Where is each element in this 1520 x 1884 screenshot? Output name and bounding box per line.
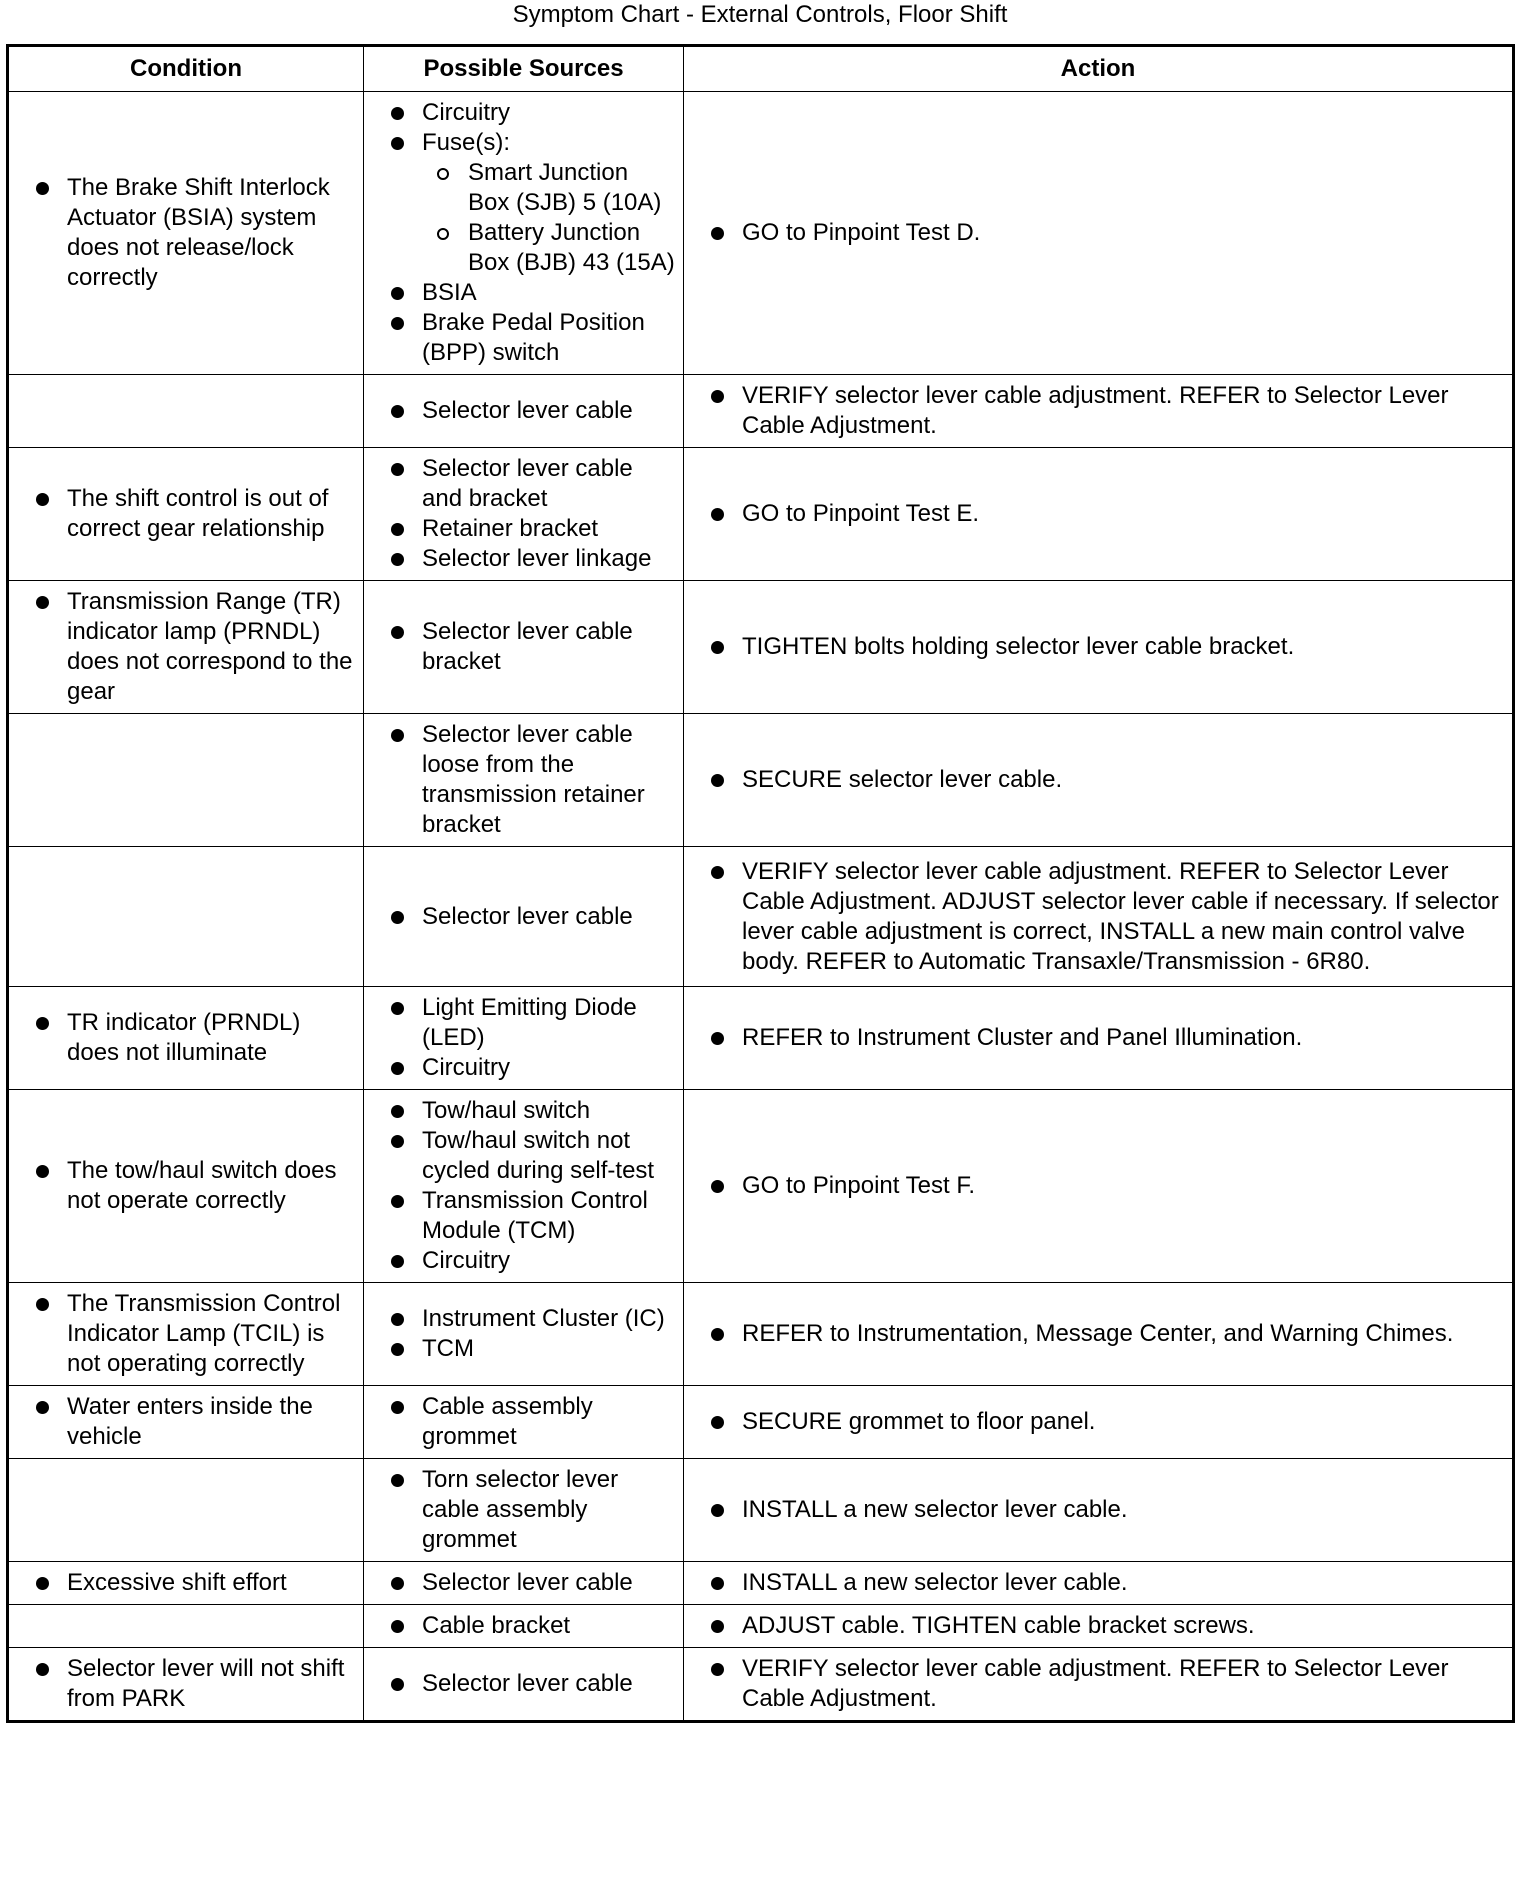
source-item bbox=[374, 454, 675, 514]
condition-list bbox=[19, 587, 355, 707]
action-item: GO to Pinpoint Test F. bbox=[694, 1171, 1504, 1201]
action-item: INSTALL a new selector lever cable. bbox=[694, 1568, 1504, 1598]
action-cell bbox=[684, 1090, 1514, 1283]
action-cell bbox=[684, 1386, 1514, 1459]
action-item: VERIFY selector lever cable adjustment. REFER to Selector Lever Cable Adjustment. bbox=[694, 381, 1504, 441]
sources-list bbox=[374, 1392, 675, 1452]
source-label: Selector lever cable bracket bbox=[422, 618, 633, 675]
sources-list bbox=[374, 1611, 675, 1641]
table-row bbox=[8, 1648, 1514, 1722]
source-label: Selector lever cable bbox=[422, 1569, 633, 1596]
action-item: VERIFY selector lever cable adjustment. REFER to Selector Lever Cable Adjustment. bbox=[694, 1654, 1504, 1714]
source-item bbox=[374, 1186, 675, 1246]
source-item bbox=[374, 1611, 675, 1641]
condition-cell bbox=[8, 448, 364, 581]
possible-sources-cell bbox=[364, 1090, 684, 1283]
condition-list bbox=[19, 1568, 355, 1598]
sources-list bbox=[374, 1568, 675, 1598]
source-item bbox=[374, 993, 675, 1053]
table-row bbox=[8, 847, 1514, 987]
possible-sources-cell bbox=[364, 1648, 684, 1722]
table-row bbox=[8, 987, 1514, 1090]
condition-list bbox=[19, 1392, 355, 1452]
condition-cell bbox=[8, 1562, 364, 1605]
action-item: VERIFY selector lever cable adjustment. REFER to Selector Lever Cable Adjustment. ADJUST selector lever cable if necessary. If selector lever cable adjustment is correct, INSTALL a new main control valve body. REFER to Automatic Transaxle/Transmission - 6R80. bbox=[694, 857, 1504, 977]
action-list bbox=[694, 1319, 1504, 1349]
action-list bbox=[694, 632, 1504, 662]
action-cell bbox=[684, 375, 1514, 448]
source-label: Instrument Cluster (IC) bbox=[422, 1305, 665, 1332]
sources-list bbox=[374, 720, 675, 840]
action-cell bbox=[684, 1648, 1514, 1722]
possible-sources-cell bbox=[364, 1386, 684, 1459]
possible-sources-cell bbox=[364, 987, 684, 1090]
action-cell bbox=[684, 92, 1514, 375]
source-item bbox=[374, 1096, 675, 1126]
action-list bbox=[694, 1171, 1504, 1201]
source-subitem: Smart Junction Box (SJB) 5 (10A) bbox=[418, 158, 675, 218]
source-label: Cable bracket bbox=[422, 1612, 571, 1639]
condition-cell bbox=[8, 1605, 364, 1648]
action-cell bbox=[684, 1562, 1514, 1605]
condition-item: The tow/haul switch does not operate correctly bbox=[19, 1156, 355, 1216]
source-label: Cable assembly grommet bbox=[422, 1393, 593, 1450]
sources-list bbox=[374, 1096, 675, 1276]
source-item bbox=[374, 1568, 675, 1598]
source-item bbox=[374, 1334, 675, 1364]
condition-item: The shift control is out of correct gear relationship bbox=[19, 484, 355, 544]
action-list bbox=[694, 218, 1504, 248]
possible-sources-cell bbox=[364, 92, 684, 375]
condition-cell bbox=[8, 1648, 364, 1722]
possible-sources-cell bbox=[364, 847, 684, 987]
action-cell bbox=[684, 448, 1514, 581]
condition-item: The Transmission Control Indicator Lamp (TCIL) is not operating correctly bbox=[19, 1289, 355, 1379]
table-row bbox=[8, 1283, 1514, 1386]
source-label: Selector lever cable bbox=[422, 397, 633, 424]
condition-cell bbox=[8, 1090, 364, 1283]
source-label: TCM bbox=[422, 1335, 474, 1362]
action-cell bbox=[684, 581, 1514, 714]
action-list bbox=[694, 381, 1504, 441]
condition-list bbox=[19, 1008, 355, 1068]
source-item bbox=[374, 1053, 675, 1083]
header-row bbox=[8, 46, 1514, 92]
table-row bbox=[8, 581, 1514, 714]
table-row bbox=[8, 92, 1514, 375]
table-body bbox=[8, 92, 1514, 1722]
condition-list bbox=[19, 1289, 355, 1379]
source-item bbox=[374, 617, 675, 677]
source-label: Circuitry bbox=[422, 1054, 510, 1081]
source-item bbox=[374, 278, 675, 308]
source-label: Brake Pedal Position (BPP) switch bbox=[422, 309, 645, 366]
action-item: TIGHTEN bolts holding selector lever cable bracket. bbox=[694, 632, 1504, 662]
action-list bbox=[694, 499, 1504, 529]
possible-sources-cell bbox=[364, 1605, 684, 1648]
condition-list bbox=[19, 173, 355, 293]
source-item bbox=[374, 514, 675, 544]
action-list bbox=[694, 1023, 1504, 1053]
source-label: Selector lever cable loose from the transmission retainer bracket bbox=[422, 721, 645, 838]
source-label: Retainer bracket bbox=[422, 515, 599, 542]
table-row bbox=[8, 1562, 1514, 1605]
condition-list bbox=[19, 1156, 355, 1216]
table-row bbox=[8, 1090, 1514, 1283]
table-row bbox=[8, 1605, 1514, 1648]
source-label: Selector lever cable and bracket bbox=[422, 455, 633, 512]
action-list bbox=[694, 1568, 1504, 1598]
condition-item: TR indicator (PRNDL) does not illuminate bbox=[19, 1008, 355, 1068]
action-item: GO to Pinpoint Test D. bbox=[694, 218, 1504, 248]
action-cell bbox=[684, 987, 1514, 1090]
source-label: Circuitry bbox=[422, 1247, 510, 1274]
sources-list bbox=[374, 454, 675, 574]
action-list bbox=[694, 1654, 1504, 1714]
condition-item: The Brake Shift Interlock Actuator (BSIA) system does not release/lock correctly bbox=[19, 173, 355, 293]
action-item: SECURE grommet to floor panel. bbox=[694, 1407, 1504, 1437]
source-item bbox=[374, 98, 675, 128]
condition-item: Transmission Range (TR) indicator lamp (PRNDL) does not correspond to the gear bbox=[19, 587, 355, 707]
condition-item: Water enters inside the vehicle bbox=[19, 1392, 355, 1452]
source-label: BSIA bbox=[422, 279, 477, 306]
source-item bbox=[374, 902, 675, 932]
action-cell bbox=[684, 847, 1514, 987]
source-label: Fuse(s): bbox=[422, 129, 511, 156]
condition-cell bbox=[8, 1283, 364, 1386]
source-label: Selector lever cable bbox=[422, 902, 633, 930]
table-row bbox=[8, 1459, 1514, 1562]
action-list bbox=[694, 857, 1504, 977]
sources-list bbox=[374, 98, 675, 368]
table-row bbox=[8, 1386, 1514, 1459]
source-item bbox=[374, 1304, 675, 1334]
action-list bbox=[694, 1611, 1504, 1641]
source-label: Tow/haul switch bbox=[422, 1097, 591, 1124]
source-item bbox=[374, 1246, 675, 1276]
possible-sources-cell bbox=[364, 1459, 684, 1562]
condition-cell bbox=[8, 375, 364, 448]
symptom-chart-table bbox=[6, 44, 1515, 1723]
source-label: Transmission Control Module (TCM) bbox=[422, 1187, 648, 1244]
sources-list bbox=[374, 617, 675, 677]
action-item: REFER to Instrumentation, Message Center, and Warning Chimes. bbox=[694, 1319, 1504, 1349]
source-item bbox=[374, 1392, 675, 1452]
action-item: REFER to Instrument Cluster and Panel Illumination. bbox=[694, 1023, 1504, 1053]
possible-sources-cell bbox=[364, 375, 684, 448]
condition-cell bbox=[8, 1459, 364, 1562]
header-action: Action bbox=[684, 46, 1514, 92]
condition-list bbox=[19, 484, 355, 544]
condition-cell bbox=[8, 92, 364, 375]
source-item bbox=[374, 128, 675, 278]
sources-list bbox=[374, 1304, 675, 1364]
action-list bbox=[694, 1407, 1504, 1437]
source-item bbox=[374, 720, 675, 840]
action-list bbox=[694, 1495, 1504, 1525]
condition-item: Selector lever will not shift from PARK bbox=[19, 1654, 355, 1714]
sources-list bbox=[374, 396, 675, 426]
source-item bbox=[374, 1465, 675, 1555]
action-cell bbox=[684, 714, 1514, 847]
source-item bbox=[374, 1669, 675, 1699]
condition-item: Excessive shift effort bbox=[19, 1568, 355, 1598]
table-row bbox=[8, 448, 1514, 581]
source-sublist bbox=[422, 158, 675, 278]
page-title: Symptom Chart - External Controls, Floor Shift bbox=[512, 1, 1008, 28]
sources-list bbox=[374, 1465, 675, 1555]
header-condition: Condition bbox=[8, 46, 364, 92]
action-cell bbox=[684, 1605, 1514, 1648]
possible-sources-cell bbox=[364, 581, 684, 714]
source-label: Torn selector lever cable assembly grommet bbox=[422, 1466, 619, 1553]
source-item bbox=[374, 308, 675, 368]
action-cell bbox=[684, 1283, 1514, 1386]
sources-list bbox=[374, 993, 675, 1083]
source-label: Light Emitting Diode (LED) bbox=[422, 994, 637, 1051]
sources-list bbox=[374, 902, 675, 932]
possible-sources-cell bbox=[364, 714, 684, 847]
source-item bbox=[374, 396, 675, 426]
condition-cell bbox=[8, 847, 364, 987]
source-label: Selector lever cable bbox=[422, 1670, 633, 1697]
header-possible-sources: Possible Sources bbox=[364, 46, 684, 92]
possible-sources-cell bbox=[364, 1283, 684, 1386]
source-item bbox=[374, 1126, 675, 1186]
table-row bbox=[8, 714, 1514, 847]
table-row bbox=[8, 375, 1514, 448]
source-label: Tow/haul switch not cycled during self-test bbox=[422, 1127, 655, 1184]
action-item: SECURE selector lever cable. bbox=[694, 765, 1504, 795]
action-cell bbox=[684, 1459, 1514, 1562]
source-label: Circuitry bbox=[422, 99, 510, 126]
possible-sources-cell bbox=[364, 1562, 684, 1605]
action-item: ADJUST cable. TIGHTEN cable bracket screws. bbox=[694, 1611, 1504, 1641]
source-item bbox=[374, 544, 675, 574]
action-item: GO to Pinpoint Test E. bbox=[694, 499, 1504, 529]
action-list bbox=[694, 765, 1504, 795]
sources-list bbox=[374, 1669, 675, 1699]
source-subitem: Battery Junction Box (BJB) 43 (15A) bbox=[418, 218, 675, 278]
condition-cell bbox=[8, 987, 364, 1090]
source-label: Selector lever linkage bbox=[422, 545, 652, 572]
action-item: INSTALL a new selector lever cable. bbox=[694, 1495, 1504, 1525]
condition-cell bbox=[8, 581, 364, 714]
condition-cell bbox=[8, 714, 364, 847]
possible-sources-cell bbox=[364, 448, 684, 581]
condition-cell bbox=[8, 1386, 364, 1459]
condition-list bbox=[19, 1654, 355, 1714]
